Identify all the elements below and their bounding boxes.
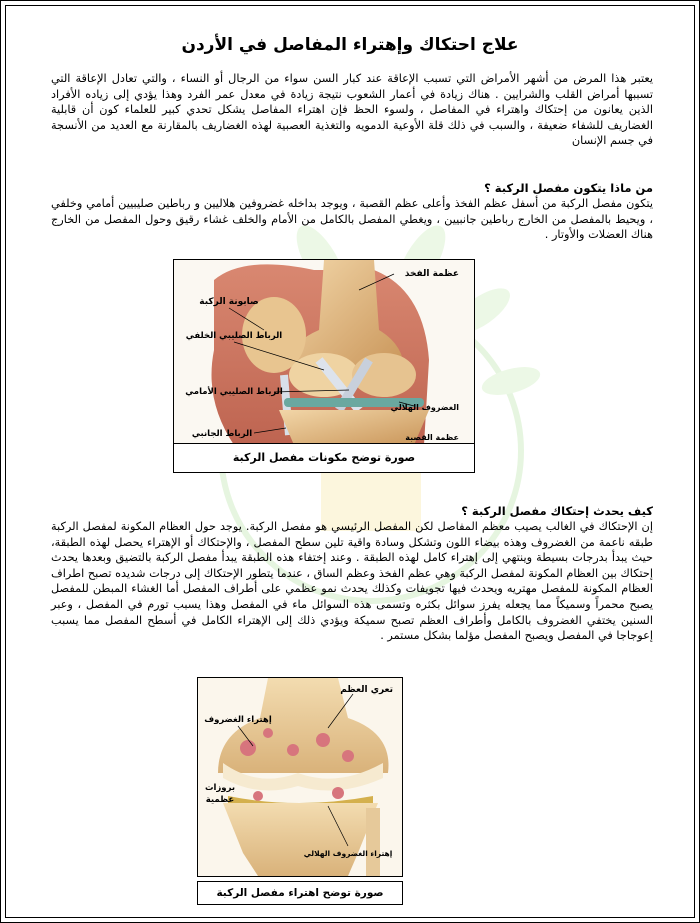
label-lateral-ligament: الرباط الجانبي bbox=[191, 429, 253, 439]
section2-heading: كيف يحدث إحتكاك مفصل الركبة ؟ bbox=[461, 504, 653, 518]
label-acl: الرباط الصليبي الأمامي bbox=[185, 387, 283, 397]
label-patella: صابونة الركبة bbox=[199, 297, 259, 307]
figure1-caption: صورة توضح مكونات مفصل الركبة bbox=[173, 443, 475, 473]
knee-osteoarthritis-figure bbox=[197, 677, 403, 877]
section1-heading: من ماذا يتكون مفصل الركبة ؟ bbox=[484, 181, 653, 195]
label-cartilage-wear: إهتراء الغضروف bbox=[204, 715, 272, 725]
label-femur: عظمة الفخذ bbox=[404, 269, 459, 279]
label-bone-spurs-line2: عظمية bbox=[205, 795, 235, 805]
label-meniscus: الغضروف الهلالي bbox=[390, 403, 459, 412]
knee-anatomy-illustration bbox=[174, 260, 474, 472]
label-pcl: الرباط الصليبي الخلفي bbox=[185, 331, 283, 341]
label-meniscus-wear: إهتراء الغضروف الهلالي bbox=[303, 849, 393, 858]
figure2-caption: صورة توضح اهتراء مفصل الركبة bbox=[197, 881, 403, 905]
knee-osteoarthritis-illustration bbox=[198, 678, 402, 876]
page-title: علاج احتكاك وإهتراء المفاصل في الأردن bbox=[181, 35, 519, 55]
knee-anatomy-figure bbox=[173, 259, 475, 473]
label-bone-exposure: تعري العظم bbox=[340, 685, 393, 695]
section2-body: إن الإحتكاك في الغالب يصيب معظم المفاصل لكن المفصل الرئيسي هو مفصل الركبة. يوجد حول العظام المكونة لمفصل الركبة طبقه ناعمة من الغضروف وهذه بيضاء اللون وتشكل وسادة واقية تلين سطح المفصل ، والإحتكاك أو الإهتراء يحصل لهذه الطبقة، حيث يبدأ بدرجات بسيطة وينتهي إلى إهتراء كامل لهذه الطبقة . وعند إختفاء هذه الطبقة يبدأ مفصل الركبة بالتضيق وبعدها يحدث إحتكاك بين العظام المكونة لمفصل الركبة وهي عظم الفخذ وعظم الساق ، عندما يتطور الإحتكاك إلى درجات شديده تصبح اطراف العظام المكونة للمفصل مهتريه ويحدث فيها تجويفات وكذلك يحدث نمو عظمي على أطراف المفصل أما الغشاء المبطن للمفصل يصبح محمراً وسميكاً مما يجعله يفرز سوائل بكثره وتسمى هذه السوائل ماء في المفصل وهذا يسبب تورم في المفصل ، وعبر السنين يختفي الغضروف بالكامل وأطراف العظم تصبح سميكة ويؤدي ذلك إلى الإهتراء الكامل في أسطح المفصل مما يسبب إعوجاجا في المفصل ويصبح المفصل مؤلما بشكل مستمر . bbox=[51, 520, 653, 643]
intro-paragraph: يعتبر هذا المرض من أشهر الأمراض التي تسبب الإعاقة عند كبار السن سواء من الرجال أو النساء ، والتي تعادل الإعاقة التي تسببها أمراض القلب والشرايين . هناك زيادة في أعمار الشعوب نتيجة زيادة في معدل عمر الفرد وهذا يؤدي إلى زياده الأفراد الذين يعانون من إحتكاك واهتراء في المفاصل ، ولسوء الحظ فإن اهتراء المفاصل يشكل تحدي كبير للعلماء كون أن قابلية الغضاريف للشفاء ضعيفة ، والسبب في ذلك قلة الأوعية الدمويه والتغذية العصبية لهذه الغضاريف بالمقارنة مع العديد من الأنسجة في جسم الإنسان bbox=[51, 72, 653, 148]
label-bone-spurs-line1: بروزات bbox=[204, 783, 236, 793]
label-tibia: عظمة القصبة bbox=[405, 433, 459, 442]
section1-body: يتكون مفصل الركبة من أسفل عظم الفخذ وأعلى عظم القصبة ، ويوجد بداخله غضروفين هلاليين و رباطين صليبيين أمامي وخلفي ، ويحيط بالمفصل من الخارج رباطين جانبيين ، ويغطي المفصل بالكامل من الأمام والخلف غشاء رقيق وحول المفصل من الخارج هناك العضلات والأوتار . bbox=[51, 197, 653, 242]
